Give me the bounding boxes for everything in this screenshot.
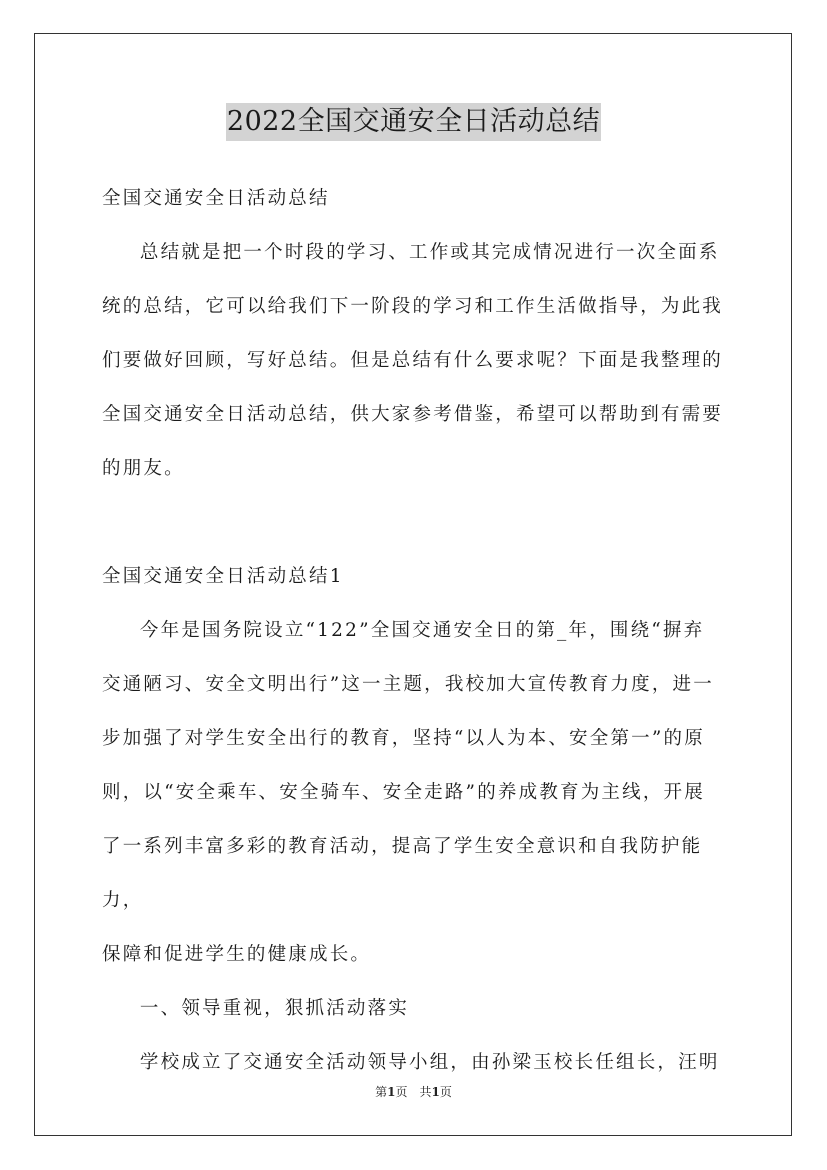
footer-total-pages: 1 (431, 1085, 440, 1099)
document-body (102, 172, 742, 1090)
section2-line-1: 学校成立了交通安全活动领导小组，由孙梁玉校长任组长，汪明 (139, 1052, 720, 1073)
intro-line-3: 们要做好回顾，写好总结。但是总结有什么要求呢？下面是我整理的 (102, 350, 724, 371)
section1-line-3: 步加强了对学生安全出行的教育，坚持“以人为本、安全第一”的原 (102, 728, 705, 749)
section1-line-1: 今年是国务院设立“122”全国交通安全日的第_年，围绕“摒弃 (139, 620, 705, 641)
section1-line-5: 了一系列丰富多彩的教育活动，提高了学生安全意识和自我防护能力， (102, 836, 703, 911)
section1-line-4: 则，以“安全乘车、安全骑车、安全走路”的养成教育为主线，开展 (102, 782, 705, 803)
intro-line-1: 总结就是把一个时段的学习、工作或其完成情况进行一次全面系 (139, 242, 720, 263)
footer-page-number: 1 (387, 1085, 396, 1099)
footer-suffix: 页 (439, 1085, 452, 1099)
footer-prefix: 第 (375, 1085, 388, 1099)
footer-mid: 页 共 (395, 1085, 432, 1099)
paragraph-gap (102, 496, 742, 550)
page-footer (0, 1083, 827, 1100)
section1-line-6: 保障和促进学生的健康成长。 (102, 944, 372, 965)
intro-line-2: 统的总结，它可以给我们下一阶段的学习和工作生活做指导，为此我 (102, 296, 724, 317)
title-container (0, 103, 827, 141)
intro-line-5: 的朋友。 (102, 458, 185, 479)
document-title: 2022全国交通安全日活动总结 (226, 103, 601, 141)
section1-line-2: 交通陋习、安全文明出行”这一主题，我校加大宣传教育力度，进一 (102, 674, 714, 695)
section-heading: 全国交通安全日活动总结 (102, 188, 330, 209)
subheading: 一、领导重视，狠抓活动落实 (139, 998, 410, 1019)
intro-line-4: 全国交通安全日活动总结，供大家参考借鉴，希望可以帮助到有需要 (102, 404, 724, 425)
section-heading-1: 全国交通安全日活动总结1 (102, 566, 344, 587)
